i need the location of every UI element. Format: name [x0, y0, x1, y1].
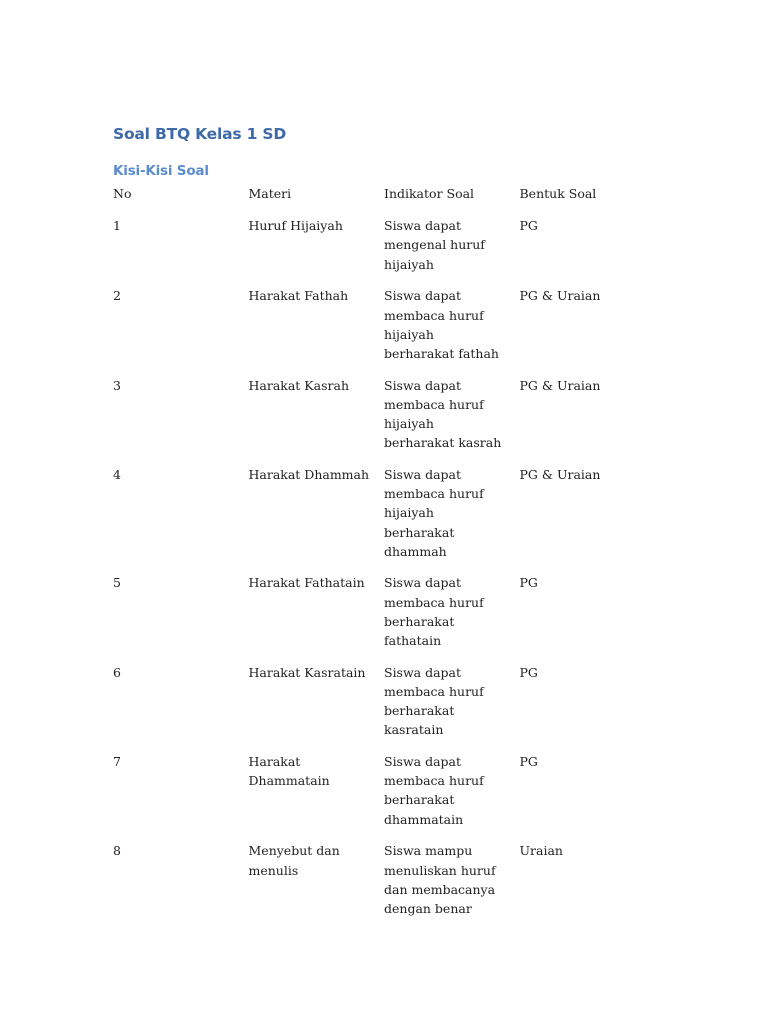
section-title: Kisi-Kisi Soal [113, 163, 209, 179]
table-row [113, 663, 640, 752]
cell-bentuk: PG [519, 754, 538, 770]
cell-no: 5 [113, 575, 121, 591]
cell-bentuk: Uraian [519, 843, 563, 859]
cell-indikator: Siswa dapat membaca huruf berharakat fathatain [384, 575, 484, 649]
header-bentuk-soal: Bentuk Soal [519, 186, 597, 201]
header-indikator-soal: Indikator Soal [384, 186, 475, 201]
cell-no: 1 [113, 218, 121, 234]
kisi-kisi-table [113, 184, 640, 931]
cell-no: 2 [113, 288, 121, 304]
cell-materi: Harakat Fathatain [248, 575, 365, 591]
cell-materi: Huruf Hijaiyah [248, 218, 343, 234]
cell-indikator: Siswa dapat membaca huruf hijaiyah berharakat kasrah [384, 377, 502, 451]
cell-indikator: Siswa dapat membaca huruf hijaiyah berharakat fathah [384, 288, 499, 361]
cell-bentuk: PG [519, 664, 538, 680]
cell-no: 3 [113, 377, 121, 393]
cell-no: 4 [113, 466, 121, 482]
cell-no: 6 [113, 664, 121, 680]
cell-materi: Harakat Dhammatain [248, 754, 330, 789]
cell-no: 7 [113, 754, 121, 770]
cell-bentuk: PG & Uraian [519, 466, 601, 482]
cell-materi: Harakat Kasrah [248, 377, 349, 393]
header-no: No [113, 186, 132, 201]
cell-materi: Menyebut dan menulis [248, 843, 340, 878]
cell-bentuk: PG [519, 575, 538, 591]
cell-bentuk: PG [519, 218, 538, 234]
header-materi: Materi [248, 186, 292, 201]
table-row [113, 841, 640, 930]
cell-indikator: Siswa mampu menuliskan huruf dan membacanya dengan benar [384, 843, 496, 916]
cell-indikator: Siswa dapat membaca huruf hijaiyah berharakat dhammah [384, 466, 484, 559]
cell-indikator: Siswa dapat membaca huruf berharakat dhammatain [384, 754, 484, 827]
cell-materi: Harakat Kasratain [248, 664, 366, 680]
table-row [113, 752, 640, 841]
table-row [113, 286, 640, 375]
table-row [113, 465, 640, 574]
cell-materi: Harakat Fathah [248, 288, 349, 304]
table-row [113, 376, 640, 465]
cell-bentuk: PG & Uraian [519, 288, 601, 304]
cell-materi: Harakat Dhammah [248, 466, 370, 482]
document-title: Soal BTQ Kelas 1 SD [113, 125, 286, 143]
cell-no: 8 [113, 843, 121, 859]
table-header-row [113, 184, 640, 216]
table-row [113, 216, 640, 286]
cell-indikator: Siswa dapat membaca huruf berharakat kasratain [384, 664, 484, 738]
table-row [113, 573, 640, 662]
cell-bentuk: PG & Uraian [519, 377, 601, 393]
cell-indikator: Siswa dapat mengenal huruf hijaiyah [384, 218, 485, 272]
